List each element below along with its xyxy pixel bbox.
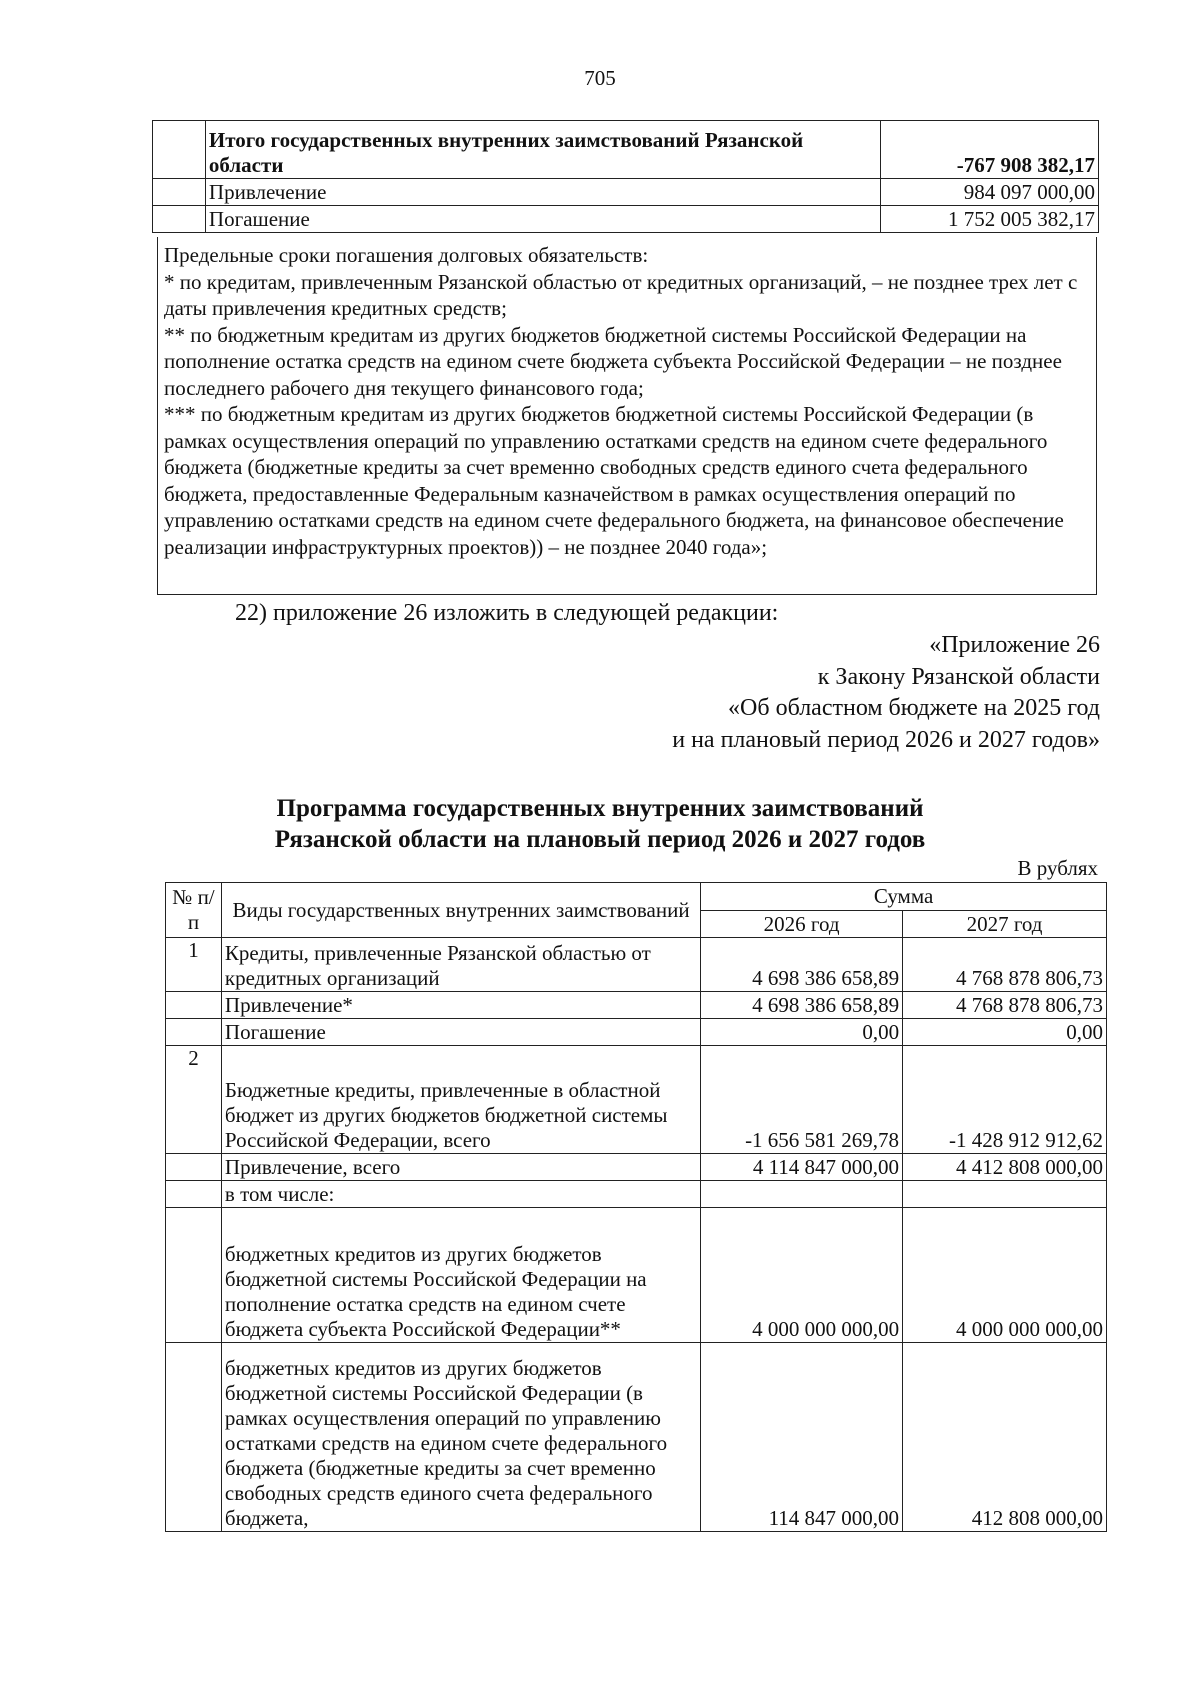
value-2027 xyxy=(903,1181,1107,1208)
table-row xyxy=(166,1019,1107,1046)
value-2026: 4 698 386 658,89 xyxy=(701,992,903,1019)
value-2027: 0,00 xyxy=(903,1019,1107,1046)
value-2027: 4 000 000 000,00 xyxy=(903,1208,1107,1343)
page-number: 705 xyxy=(584,66,616,90)
row-label: в том числе: xyxy=(221,1181,700,1208)
top-summary-table xyxy=(152,120,1099,233)
page-title xyxy=(0,793,1200,855)
row-label: Привлечение* xyxy=(221,992,700,1019)
value-2027: 4 412 808 000,00 xyxy=(903,1154,1107,1181)
unit-label: В рублях xyxy=(1017,856,1098,880)
title-line: Программа государственных внутренних заимствований xyxy=(276,795,924,822)
appendix-line: и на плановый период 2026 и 2027 годов» xyxy=(672,726,1100,753)
total-value: -767 908 382,17 xyxy=(881,121,1099,179)
note-item: ** по бюджетным кредитам из других бюджетов бюджетной системы Российской Федерации на пополнение остатка средств на едином счете бюджета субъекта Российской Федерации – не позднее последнего рабочего дня текущего финансового года; xyxy=(164,322,1062,400)
value-2027: -1 428 912 912,62 xyxy=(903,1046,1107,1154)
row-label: бюджетных кредитов из других бюджетов бюджетной системы Российской Федерации (в рамках осуществления операций по управлению остатками средств на едином счете федерального бюджета (бюджетные кредиты за счет временно свободных средств единого счета федерального бюджета, xyxy=(221,1343,700,1532)
value-2027: 4 768 878 806,73 xyxy=(903,938,1107,992)
table-row xyxy=(166,992,1107,1019)
value-2026: 4 698 386 658,89 xyxy=(701,938,903,992)
value-2026 xyxy=(701,1181,903,1208)
table-row xyxy=(166,1181,1107,1208)
row-label: Привлечение, всего xyxy=(221,1154,700,1181)
row-label: Погашение xyxy=(221,1019,700,1046)
table-row: 2 Бюджетные кредиты, привлеченные в областной бюджет из других бюджетов бюджетной системы Российской Федерации, всего -1 656 581 269,78 -1 428 912 912,62 xyxy=(166,1046,1107,1154)
header-2027: 2027 год xyxy=(903,911,1107,938)
header-row xyxy=(166,883,1107,911)
table-row xyxy=(166,1343,1107,1532)
note-item: * по кредитам, привлеченным Рязанской областью от кредитных организаций, – не позднее трех лет с даты привлечения кредитных средств; xyxy=(164,269,1078,320)
row-value: 984 097 000,00 xyxy=(881,179,1099,206)
row-label: Кредиты, привлеченные Рязанской областью от кредитных организаций xyxy=(221,938,700,992)
note-item: *** по бюджетным кредитам из других бюджетов бюджетной системы Российской Федерации (в рамках осуществления операций по управлению остатками средств на едином счете федерального бюджета (бюджетные кредиты за счет временно свободных средств единого счета федерального бюджета, предоставленные Федеральным казначейством в рамках осуществления операций по управлению остатками средств на едином счете федерального бюджета, на финансовое обеспечение реализации инфраструктурных проектов)) – не позднее 2040 года»; xyxy=(164,402,1064,559)
value-2027: 412 808 000,00 xyxy=(903,1343,1107,1532)
row-value: 1 752 005 382,17 xyxy=(881,206,1099,233)
row-label: бюджетных кредитов из других бюджетов бюджетной системы Российской Федерации на пополнение остатка средств на едином счете бюджета субъекта Российской Федерации** xyxy=(221,1208,700,1343)
appendix-line: к Закону Рязанской области xyxy=(817,663,1100,690)
value-2026: 114 847 000,00 xyxy=(701,1343,903,1532)
appendix-line: «Приложение 26 xyxy=(929,632,1100,658)
table-row: 1 Кредиты, привлеченные Рязанской областью от кредитных организаций 4 698 386 658,89 4 768 878 806,73 xyxy=(166,938,1107,992)
table-row xyxy=(153,179,1099,206)
header-num: № п/п xyxy=(166,883,222,938)
table-row xyxy=(153,121,1099,179)
value-2026: 4 000 000 000,00 xyxy=(701,1208,903,1343)
notes-block xyxy=(157,237,1097,595)
value-2026: 4 114 847 000,00 xyxy=(701,1154,903,1181)
header-sum: Сумма xyxy=(701,883,1107,911)
row-label: Бюджетные кредиты, привлеченные в областной бюджет из других бюджетов бюджетной системы Российской Федерации, всего xyxy=(221,1046,700,1154)
table-row xyxy=(153,206,1099,233)
row-label: Погашение xyxy=(205,206,880,233)
value-2027: 4 768 878 806,73 xyxy=(903,992,1107,1019)
total-label: Итого государственных внутренних заимствований Рязанской области xyxy=(205,121,880,179)
row-label: Привлечение xyxy=(205,179,880,206)
appendix-header xyxy=(400,630,1100,756)
appendix-line: «Об областном бюджете на 2025 год xyxy=(728,695,1100,721)
table-row xyxy=(166,1208,1107,1343)
title-line: Рязанской области на плановый период 2026 и 2027 годов xyxy=(274,826,926,853)
value-2026: 0,00 xyxy=(701,1019,903,1046)
table-row xyxy=(166,1154,1107,1181)
header-kind: Виды государственных внутренних заимствований xyxy=(221,883,700,938)
value-2026: -1 656 581 269,78 xyxy=(701,1046,903,1154)
header-2026: 2026 год xyxy=(701,911,903,938)
amendment-item-22: 22) приложение 26 изложить в следующей редакции: xyxy=(235,600,779,626)
borrowing-program-table xyxy=(165,882,1107,1532)
note-heading: Предельные сроки погашения долговых обязательств: xyxy=(164,243,649,267)
